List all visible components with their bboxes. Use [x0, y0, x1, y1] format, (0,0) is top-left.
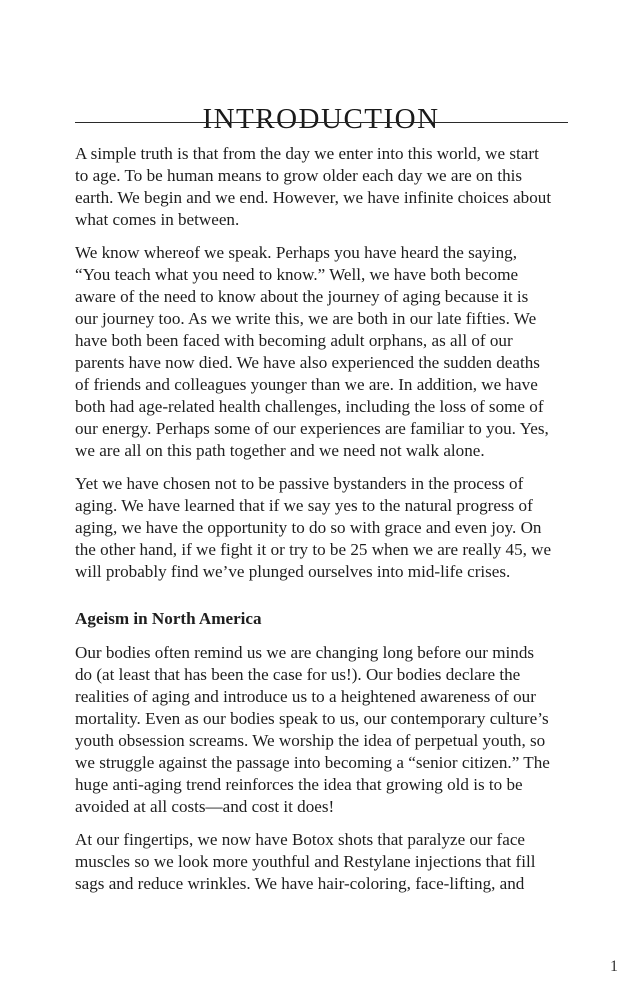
text-line: earth. We begin and we end. However, we have infinite choices about [75, 188, 552, 207]
text-line: aging. We have learned that if we say yes to the natural progress of [75, 496, 533, 515]
text-line: avoided at all costs—and cost it does! [75, 797, 335, 816]
text-line: “You teach what you need to know.” Well, we have both become [75, 265, 519, 284]
text-line: we struggle against the passage into becoming a “senior citizen.” The [75, 753, 550, 772]
text-line: our energy. Perhaps some of our experiences are familiar to you. Yes, [75, 419, 549, 438]
title-divider [75, 122, 568, 123]
text-line: do (at least that has been the case for us!). Our bodies declare the [75, 665, 521, 684]
section-heading: Ageism in North America [75, 609, 262, 628]
intro-paragraphs [75, 143, 575, 583]
text-line: both had age-related health challenges, including the loss of some of [75, 397, 544, 416]
body-text [75, 143, 575, 906]
text-line: our journey too. As we write this, we are both in our late fifties. We [75, 309, 537, 328]
text-line: what comes in between. [75, 210, 240, 229]
text-line: aware of the need to know about the journey of aging because it is [75, 287, 529, 306]
text-line: of friends and colleagues younger than we are. In addition, we have [75, 375, 538, 394]
text-line: mortality. Even as our bodies speak to us, our contemporary culture’s [75, 709, 549, 728]
paragraph [75, 642, 575, 818]
text-line: to age. To be human means to grow older each day we are on this [75, 166, 523, 185]
section-paragraphs [75, 642, 575, 895]
text-line: parents have now died. We have also experienced the sudden deaths [75, 353, 540, 372]
paragraph [75, 242, 575, 462]
text-line: we are all on this path together and we need not walk alone. [75, 441, 485, 460]
text-line: sags and reduce wrinkles. We have hair-coloring, face-lifting, and [75, 874, 525, 893]
text-line: muscles so we look more youthful and Restylane injections that fill [75, 852, 536, 871]
text-line: aging, we have the opportunity to do so with grace and even joy. On [75, 518, 542, 537]
text-line: the other hand, if we fight it or try to be 25 when we are really 45, we [75, 540, 552, 559]
paragraph [75, 143, 575, 231]
paragraph [75, 829, 575, 895]
text-line: huge anti-aging trend reinforces the idea that growing old is to be [75, 775, 523, 794]
text-line: youth obsession screams. We worship the idea of perpetual youth, so [75, 731, 546, 750]
text-line: At our fingertips, we now have Botox shots that paralyze our face [75, 830, 526, 849]
text-line: realities of aging and introduce us to a heightened awareness of our [75, 687, 536, 706]
text-line: Our bodies often remind us we are changing long before our minds [75, 643, 535, 662]
text-line: will probably find we’ve plunged ourselves into mid-life crises. [75, 562, 511, 581]
paragraph [75, 473, 575, 583]
page-number: 1 [610, 958, 618, 975]
text-line: We know whereof we speak. Perhaps you have heard the saying, [75, 243, 517, 262]
chapter-title: INTRODUCTION [202, 103, 440, 136]
text-line: A simple truth is that from the day we enter into this world, we start [75, 144, 539, 163]
text-line: have both been faced with becoming adult orphans, as all of our [75, 331, 513, 350]
text-line: Yet we have chosen not to be passive bystanders in the process of [75, 474, 524, 493]
